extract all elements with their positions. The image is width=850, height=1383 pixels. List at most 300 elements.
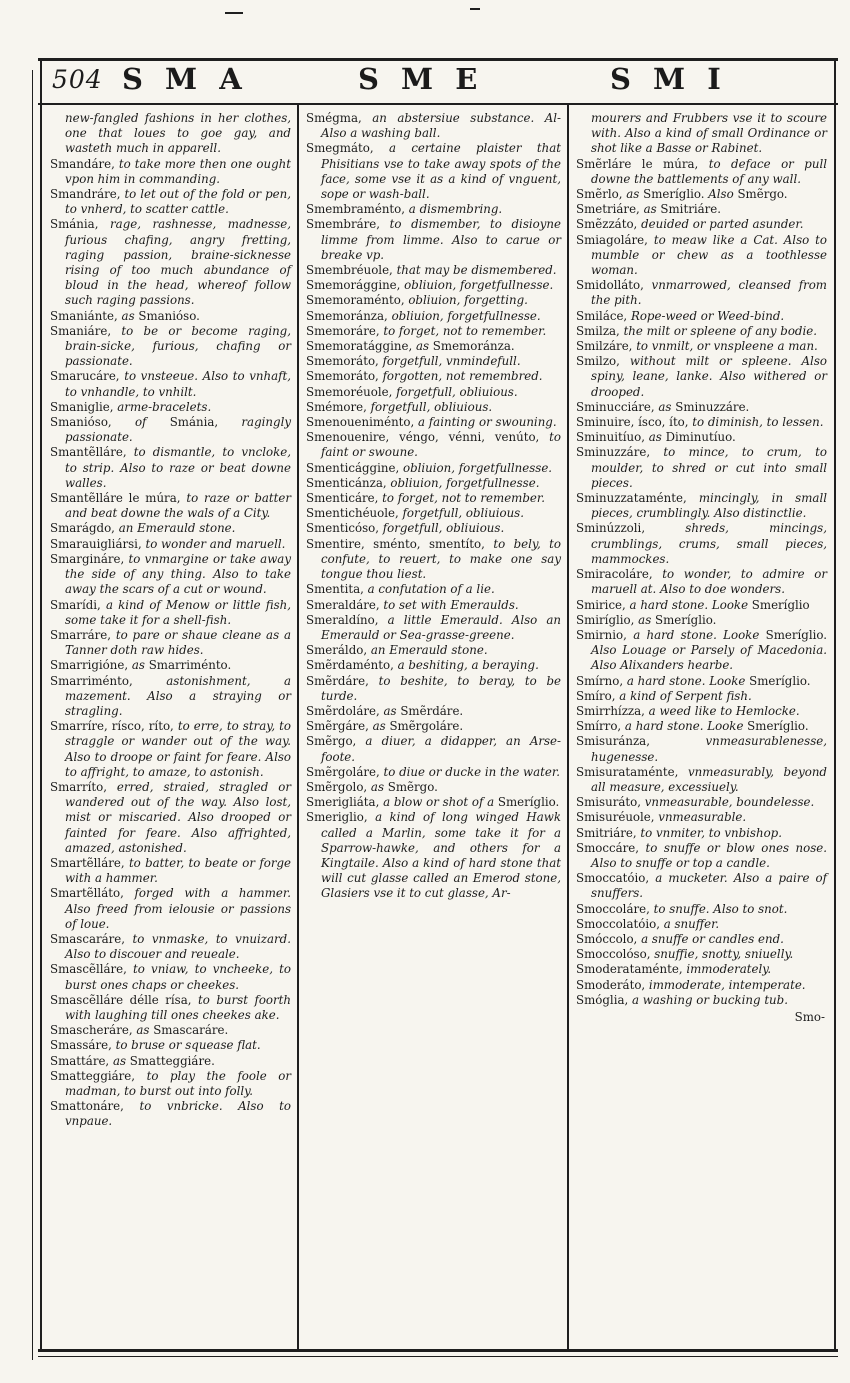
definition-text: as <box>658 399 676 414</box>
headword: Smánia, <box>50 217 111 232</box>
headword: Smémore, <box>306 399 371 414</box>
headword: Smarucáre, <box>50 369 125 384</box>
dictionary-entry <box>50 491 291 521</box>
definition-text: mourers and Frubbers vse it to scoure with. Also a kind of small Ordinance or shot like a Basse or Rabinet. <box>591 111 827 156</box>
headword: Smembréuole, <box>306 263 397 278</box>
dictionary-entry <box>576 415 827 430</box>
dictionary-entry <box>306 354 561 369</box>
cross-reference: Smẽrgoláre. <box>389 719 464 734</box>
headword: Smascẽlláre délle rísa, <box>50 992 198 1007</box>
dictionary-entry <box>50 445 291 491</box>
definition-text: as <box>638 612 655 627</box>
cross-reference: Smẽrgo. <box>387 779 438 794</box>
headword: Smenoueniménto, <box>306 415 419 430</box>
dictionary-entry <box>306 780 561 795</box>
definition-text: vnmeasurably, beyond all measure, excessiuely. <box>591 764 827 794</box>
cross-reference: Smeríglio. <box>765 627 828 642</box>
dictionary-entry <box>576 598 827 613</box>
definition-text: arme-bracelets. <box>117 399 212 414</box>
definition-text: a fainting or swouning. <box>418 415 557 430</box>
dictionary-entry <box>306 217 561 263</box>
headword: Smarráre, <box>50 627 116 642</box>
cross-reference: Smeríglio. <box>643 187 705 202</box>
dictionary-entry <box>306 765 561 780</box>
headword: Smilzo, <box>576 354 630 369</box>
dictionary-entry <box>306 339 561 354</box>
definition-text: of <box>134 415 170 430</box>
dictionary-entry <box>576 491 827 521</box>
dictionary-entry <box>50 217 291 308</box>
definition-text: snuffie, snotty, sniuelly. <box>654 947 794 962</box>
dictionary-entry <box>306 263 561 278</box>
headword: Smisurataménte, <box>576 764 688 779</box>
dictionary-entry <box>576 765 827 795</box>
cross-reference: Smẽrgo. <box>737 187 788 202</box>
dictionary-entry <box>576 826 827 841</box>
left-outer-edge-rule <box>32 70 33 1360</box>
headword: Sminuire, ísco, íto, <box>576 415 693 430</box>
dictionary-entry <box>50 1023 291 1038</box>
dictionary-entry <box>576 445 827 491</box>
definition-text: the milt or spleene of any bodie. <box>623 323 817 338</box>
dictionary-entry <box>576 674 827 689</box>
right-border-rule <box>834 58 836 1352</box>
header-section-sme: S M E <box>358 62 484 96</box>
headword: Smentita, <box>306 582 368 597</box>
definition-text: vnmeasurable. <box>658 810 747 825</box>
definition-text: as <box>383 703 401 718</box>
dictionary-entry <box>576 704 827 719</box>
dictionary-entry <box>306 309 561 324</box>
dictionary-entry <box>50 400 291 415</box>
headword: Smandáre, <box>50 156 119 171</box>
dictionary-entry <box>306 704 561 719</box>
definition-text: as <box>626 187 644 202</box>
headword: Smarríto, <box>50 779 117 794</box>
headword: Smẽrdoláre, <box>306 703 384 718</box>
dictionary-entry <box>50 415 291 445</box>
headword: Smascẽlláre, <box>50 962 134 977</box>
page-bottom-rule-thin <box>38 1356 838 1357</box>
definition-text: to take more then one ought vpon him in commanding. <box>65 156 291 186</box>
dictionary-entry <box>576 202 827 217</box>
definition-text: to forget, not to remember. <box>383 323 547 338</box>
headword: Smartẽlláto, <box>50 886 135 901</box>
headword: Smanióso, <box>50 415 135 430</box>
dictionary-entry <box>306 658 561 673</box>
headword: Smarrigióne, <box>50 658 132 673</box>
headword: Smattonáre, <box>50 1099 140 1114</box>
definition-text: as <box>370 779 388 794</box>
dictionary-entry <box>576 187 827 202</box>
headword: Sminúzzoli, <box>576 521 686 536</box>
column-right <box>568 107 834 1347</box>
headword: Smarídi, <box>50 597 106 612</box>
dictionary-entry <box>50 856 291 886</box>
cross-reference: Sminuzzáre. <box>675 399 750 414</box>
dictionary-entry <box>576 841 827 871</box>
dictionary-entry <box>306 598 561 613</box>
headword: Smemoránza, <box>306 308 392 323</box>
headword: Smírno, <box>576 673 627 688</box>
definition-text: as <box>131 658 149 673</box>
dictionary-entry <box>576 567 827 597</box>
cross-reference: Diminutíuo. <box>665 430 736 445</box>
definition-text: to snuffe or blow ones nose. Also to snuffe or top a candle. <box>591 840 827 870</box>
dictionary-entry <box>576 233 827 279</box>
dictionary-entry <box>576 810 827 825</box>
headword: Smoccolóso, <box>576 947 655 962</box>
header-bottom-rule <box>38 103 838 105</box>
definition-text: a kind of Menow or little fish, some take it for a shell-fish. <box>65 597 291 627</box>
definition-text: a hard stone. Looke <box>626 673 750 688</box>
definition-text: a kind of long winged Hawk called a Marlin, some take it for a Sparrow-hawke, and others for a Kingtaile. Also a kind of hard stone that will cut glasse called an Emerod stone, Glasiers vse it to cut glasse, Ar- <box>321 810 561 901</box>
definition-text: to erre, to stray, to straggle or wander out of the way. Also to droope or faint for feare. Also to affright, to amaze, to astonish. <box>65 719 291 779</box>
dictionary-entry <box>306 613 561 643</box>
headword: Smandráre, <box>50 187 125 202</box>
headword: Smascheráre, <box>50 1023 137 1038</box>
dictionary-entry <box>306 795 561 810</box>
definition-text: to burst foorth with laughing till ones cheekes ake. <box>65 992 291 1022</box>
definition-text: vnmeasurable, boundelesse. <box>644 795 815 810</box>
dictionary-entry <box>576 993 827 1008</box>
column-left <box>42 107 298 1347</box>
headword: Smarríre, rísco, ríto, <box>50 719 178 734</box>
dictionary-entry <box>306 734 561 764</box>
dictionary-entry <box>50 309 291 324</box>
definition-text: a weed like to Hemlocke. <box>648 703 800 718</box>
definition-text: obliuion, forgetfullnesse. <box>391 308 541 323</box>
definition-text: a snuffer. <box>663 916 720 931</box>
dictionary-entry <box>576 354 827 400</box>
cross-reference: Smarriménto. <box>148 658 232 673</box>
dictionary-entry <box>576 871 827 901</box>
headword: Smẽrlo, <box>576 187 627 202</box>
dictionary-entry <box>576 978 827 993</box>
definition-text: to mince, to crum, to moulder, to shred or cut into small pieces. <box>591 445 827 490</box>
headword: Smíro, <box>576 688 620 703</box>
headword: Smisuréuole, <box>576 810 659 825</box>
headword: Smeriglio, <box>306 810 376 825</box>
dictionary-entry <box>50 1099 291 1129</box>
headword: Smemoráto, <box>306 369 383 384</box>
headword: Smantẽlláre le múra, <box>50 491 187 506</box>
dictionary-entry <box>576 430 827 445</box>
definition-text: to deface or pull downe the battlements of any wall. <box>591 156 827 186</box>
definition-text: a hard stone. Looke <box>633 627 766 642</box>
headword: Smentire, sménto, smentíto, <box>306 536 494 551</box>
headword: Smóglia, <box>576 992 633 1007</box>
definition-text: to batter, to beate or forge with a hammer. <box>65 855 291 886</box>
headword: Smembráre, <box>306 217 390 232</box>
definition-text: that may be dismembered. <box>396 263 557 278</box>
header-section-smi: S M I <box>610 62 727 96</box>
page-number: 504 <box>52 65 103 94</box>
headword: Smemoráre, <box>306 323 384 338</box>
dictionary-entry <box>50 886 291 932</box>
headword: Smembraménto, <box>306 202 409 217</box>
dictionary-entry <box>306 491 561 506</box>
definition-text: a washing or bucking tub. <box>632 992 788 1007</box>
definition-text: as <box>415 339 433 354</box>
headword: Smemoraménto, <box>306 293 409 308</box>
headword: Smisuráto, <box>576 795 645 810</box>
definition-text: a beshiting, a beraying. <box>397 658 539 673</box>
definition-text: forgetfull, obliuious. <box>370 399 493 414</box>
headword: Smirice, <box>576 597 630 612</box>
headword: Smeraldíno, <box>306 612 388 627</box>
dictionary-entry <box>576 902 827 917</box>
running-header <box>40 58 836 103</box>
definition-text: to wonder, to admire or maruell at. Also to doe wonders. <box>591 567 827 597</box>
definition-text: to vniaw, to vncheeke, to burst ones chaps or cheekes. <box>65 962 291 992</box>
dictionary-entry <box>576 947 827 962</box>
cross-reference: Smascaráre. <box>153 1023 229 1038</box>
catchword: Smo- <box>794 1009 825 1024</box>
dictionary-entry <box>50 552 291 598</box>
headword: Smisuránza, <box>576 734 706 749</box>
headword: Smẽrláre le múra, <box>576 156 709 171</box>
headword: Smenticággine, <box>306 460 403 475</box>
dictionary-entry <box>306 141 561 202</box>
headword: Sminuzzataménte, <box>576 491 699 506</box>
dictionary-entry <box>576 521 827 567</box>
dictionary-entry <box>306 278 561 293</box>
dictionary-entry <box>576 217 827 232</box>
definition-text: astonishment, a mazement. Also a straying or stragling. <box>65 673 291 718</box>
definition-text: as <box>112 1053 130 1068</box>
definition-text: to play the foole or madman, to burst out into folly. <box>65 1068 291 1098</box>
headword: Smattáre, <box>50 1053 113 1068</box>
cross-reference: Smatteggiáre. <box>129 1053 215 1068</box>
dictionary-entry <box>50 780 291 856</box>
definition-text: as <box>372 719 390 734</box>
definition-text: to dismember, to disioyne limme from limme. Also to carue or breake vp. <box>321 217 561 262</box>
definition-text: a diuer, a didapper, an Arse-foote. <box>321 734 561 764</box>
top-edge-mark <box>225 12 243 14</box>
definition-text: a kind of Serpent fish. <box>619 688 752 703</box>
definition-text: to meaw like a Cat. Also to mumble or chew as a toothlesse woman. <box>591 232 827 278</box>
dictionary-entry <box>306 521 561 536</box>
definition-text: deuided or parted asunder. <box>641 217 804 232</box>
dictionary-entry <box>50 993 291 1023</box>
definition-text: a mucketer. Also a paire of snuffers. <box>591 871 827 901</box>
headword: Smemoráto, <box>306 354 383 369</box>
cross-reference: Smeríglio. <box>655 612 717 627</box>
definition-text: forgotten, not remembred. <box>382 369 543 384</box>
definition-text: to let out of the fold or pen, to vnherd, to scatter cattle. <box>65 187 291 217</box>
definition-text: obliuion, forgetting. <box>408 293 528 308</box>
definition-text: to bely, to confute, to reuert, to make one say tongue thou liest. <box>321 536 561 582</box>
dictionary-entry <box>576 628 827 674</box>
definition-text: immoderately. <box>686 962 772 977</box>
dictionary-entry <box>576 339 827 354</box>
definition-text: to vnmargine or take away the side of any thing. Also to take away the scars of a cut or wound. <box>65 551 291 597</box>
headword: Smemoréuole, <box>306 384 397 399</box>
definition-text: to diminish, to lessen. <box>692 415 824 430</box>
dictionary-entry <box>50 932 291 962</box>
dictionary-entry <box>576 400 827 415</box>
definition-text: ragingly passionate. <box>65 415 292 445</box>
dictionary-entry <box>50 962 291 992</box>
cross-reference: Smanióso. <box>138 308 200 323</box>
headword: Smantẽlláre, <box>50 445 134 460</box>
headword: Smiracoláre, <box>576 567 663 582</box>
definition-text: Also <box>704 187 738 202</box>
headword: Smatteggiáre, <box>50 1068 147 1083</box>
definition-text: to dismantle, to vncloke, to strip. Also to raze or beat downe walles. <box>65 445 291 490</box>
dictionary-entry <box>306 476 561 491</box>
dictionary-entry <box>50 658 291 673</box>
cross-reference: Smeríglio. <box>749 673 811 688</box>
entry-continuation <box>50 111 291 157</box>
dictionary-entry <box>576 962 827 977</box>
headword: Smoderáto, <box>576 977 649 992</box>
definition-text: immoderate, intemperate. <box>648 977 806 992</box>
headword: Smóccolo, <box>576 931 642 946</box>
definition-text: to wonder and maruell. <box>145 536 286 551</box>
headword: Smenticáre, <box>306 491 383 506</box>
headword: Sminuzzáre, <box>576 445 664 460</box>
cross-reference: Smánia, <box>169 415 219 430</box>
definition-text: rage, rashnesse, madnesse, furious chafing, angry fretting, raging passion, braine-sicknesse rising of too much abundance of bloud in the head, whereof follow such raging passions. <box>65 217 291 308</box>
definition-text: as <box>648 430 666 445</box>
dictionary-entry <box>306 400 561 415</box>
page-bottom-rule <box>38 1349 838 1352</box>
headword: Smẽrdáre, <box>306 673 379 688</box>
headword: Sminuitíuo, <box>576 430 649 445</box>
definition-text: erred, straied, stragled or wandered out of the way. Also lost, mist or miscaried. Also drooped or fainted for feare. Also affrighted, amazed, astonished. <box>65 779 291 855</box>
definition-text: to bruse or squease flat. <box>115 1038 261 1053</box>
headword: Smarágdo, <box>50 521 119 536</box>
definition-text: to set with Emeraulds. <box>383 597 519 612</box>
headword: Smoccáre, <box>576 840 646 855</box>
dictionary-entry <box>576 309 827 324</box>
dictionary-entry <box>576 734 827 764</box>
dictionary-entry <box>306 293 561 308</box>
dictionary-entry <box>576 157 827 187</box>
headword: Smirrhízza, <box>576 703 649 718</box>
headword: Smégma, <box>306 111 373 125</box>
headword: Smegmáto, <box>306 141 389 156</box>
headword: Smeraldáre, <box>306 597 384 612</box>
definition-text: mincingly, in small pieces, crumblingly. Also distinctlie. <box>591 491 827 521</box>
headword: Smarauigliársi, <box>50 536 146 551</box>
headword: Smẽzzáto, <box>576 217 642 232</box>
cross-reference: Smemoránza. <box>432 339 515 354</box>
cross-reference: Smitriáre. <box>660 202 722 217</box>
headword: Smidolláto, <box>576 278 652 293</box>
dictionary-entry <box>576 278 827 308</box>
dictionary-entry <box>306 537 561 583</box>
headword: Smoderataménte, <box>576 962 687 977</box>
definition-text: forgetfull, vnmindefull. <box>382 354 521 369</box>
dictionary-entry <box>306 202 561 217</box>
dictionary-entry <box>306 385 561 400</box>
definition-text: vnmarrowed, cleansed from the pith. <box>591 278 827 308</box>
headword: Smargináre, <box>50 551 129 566</box>
header-section-sma: S M A <box>122 62 248 96</box>
dictionary-entry <box>306 415 561 430</box>
dictionary-entry <box>50 537 291 552</box>
definition-text: new-fangled fashions in her clothes, one that loues to goe gay, and wasteth much in apparell. <box>65 111 291 156</box>
headword: Smoccatóio, <box>576 871 656 886</box>
headword: Smẽrdaménto, <box>306 658 398 673</box>
headword: Smilza, <box>576 323 624 338</box>
definition-text: a snuffe or candles end. <box>641 931 784 946</box>
dictionary-entry <box>306 643 561 658</box>
dictionary-entry <box>306 111 561 141</box>
definition-text: Also Louage or Parsely of Macedonia. Also Alixanders hearbe. <box>591 643 827 673</box>
dictionary-entry <box>576 795 827 810</box>
dictionary-entry <box>50 324 291 370</box>
headword: Smerigliáta, <box>306 795 384 810</box>
definition-text: forgetfull, obliuious. <box>382 521 505 536</box>
definition-text: a little Emerauld. Also an Emerauld or Sea-grasse-greene. <box>321 612 561 642</box>
definition-text: to faint or swoune. <box>321 430 561 460</box>
dictionary-entry <box>50 598 291 628</box>
dictionary-entry <box>50 1069 291 1099</box>
headword: Smiagoláre, <box>576 232 654 247</box>
dictionary-entry <box>306 719 561 734</box>
definition-text: an Emerauld stone. <box>118 521 236 536</box>
headword: Smẽrgáre, <box>306 719 373 734</box>
definition-text: a dismembring. <box>408 202 503 217</box>
top-edge-mark <box>470 8 480 10</box>
cross-reference: Smeríglio <box>751 597 810 612</box>
headword: Smẽrgo, <box>306 734 366 749</box>
definition-text: obliuion, forgetfullnesse. <box>404 278 554 293</box>
definition-text: an abstersiue substance. Al- Also a washing ball. <box>321 111 561 141</box>
dictionary-entry <box>50 674 291 720</box>
headword: Smenouenire, véngo, vénni, venúto, <box>306 430 550 445</box>
dictionary-entry <box>576 932 827 947</box>
headword: Smascaráre, <box>50 931 133 946</box>
dictionary-entry <box>306 506 561 521</box>
headword: Smilzáre, <box>576 339 637 354</box>
dictionary-entry <box>50 1038 291 1053</box>
headword: Smenticóso, <box>306 521 383 536</box>
headword: Smoccolatóio, <box>576 916 664 931</box>
dictionary-entry <box>50 628 291 658</box>
dictionary-entry <box>50 719 291 780</box>
headword: Smiríglio, <box>576 612 639 627</box>
dictionary-entry <box>306 430 561 460</box>
definition-text: to diue or ducke in the water. <box>383 764 560 779</box>
definition-text: a blow or shot of a <box>383 795 498 810</box>
definition-text: Rope-weed or Weed-bind. <box>630 308 785 323</box>
headword: Smartẽlláre, <box>50 855 129 870</box>
dictionary-entry <box>576 689 827 704</box>
definition-text: as <box>643 202 661 217</box>
definition-text: to vnmilt, or vnspleene a man. <box>636 339 818 354</box>
dictionary-entry <box>50 1054 291 1069</box>
dictionary-entry <box>576 613 827 628</box>
definition-text: to pare or shaue cleane as a Tanner doth raw hides. <box>65 627 291 658</box>
definition-text: to vnmaske, to vnuizard. Also to discouer and reueale. <box>65 931 291 962</box>
dictionary-entry <box>306 810 561 901</box>
dictionary-entry <box>50 187 291 217</box>
headword: Smemoratággine, <box>306 339 416 354</box>
definition-text: to vnsteeue. Also to vnhaft, to vnhandle, to vnhilt. <box>65 369 291 399</box>
definition-text: an Emerauld stone. <box>370 643 488 658</box>
entry-continuation <box>576 111 827 157</box>
definition-text: as <box>136 1023 154 1038</box>
headword: Smirnio, <box>576 627 634 642</box>
text-columns <box>42 107 834 1347</box>
definition-text: forged with a hammer. Also freed from ielousie or passions of loue. <box>65 886 291 931</box>
dictionary-entry <box>306 369 561 384</box>
